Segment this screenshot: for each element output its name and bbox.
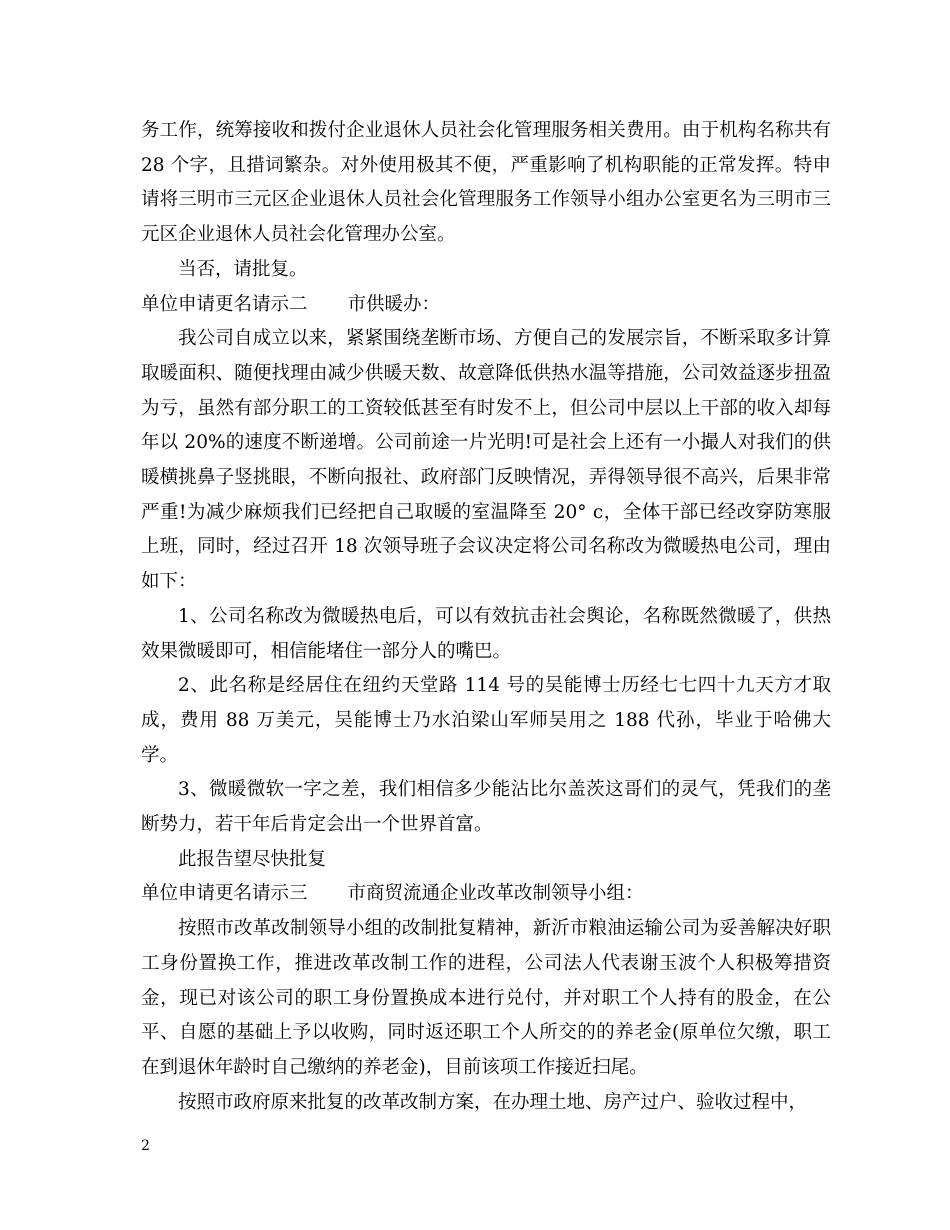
- heading-title: 单位申请更名请示三: [141, 883, 308, 905]
- list-item: 2、此名称是经居住在纽约天堂路 114 号的吴能博士历经七七四十九天方才取成，费用 88 万美元，吴能博士乃水泊梁山军师吴用之 188 代孙，毕业于哈佛大学。: [141, 675, 831, 766]
- section-heading: [141, 288, 831, 323]
- body-paragraph: 务工作，统筹接收和拨付企业退休人员社会化管理服务相关费用。由于机构名称共有 28 个字，且措词繁杂。对外使用极其不便，严重影响了机构职能的正常发挥。特申请将三明市三元区企业退休人员社会化管理服务工作领导小组办公室更名为三明市三元区企业退休人员社会化管理办公室。: [141, 120, 831, 246]
- heading-recipient: 市商贸流通企业改革改制领导小组：: [347, 883, 644, 905]
- body-paragraph: 按照市改革改制领导小组的改制批复精神，新沂市粮油运输公司为妥善解决好职工身份置换工作，推进改革改制工作的进程，公司法人代表谢玉波个人积极筹措资金，现已对该公司的职工身份置换成本进行兑付，并对职工个人持有的股金，在公平、自愿的基础上予以收购，同时返还职工个人所交的的养老金(原单位欠缴，职工在到退休年龄时自己缴纳的养老金)，目前该项工作接近扫尾。: [141, 918, 831, 1078]
- document-body: [141, 114, 831, 1120]
- body-paragraph: 当否，请批复。: [178, 258, 308, 280]
- section-heading: [141, 877, 831, 912]
- page-number: 2: [141, 1138, 150, 1154]
- heading-recipient: 市供暖办：: [347, 293, 441, 315]
- heading-title: 单位申请更名请示二: [141, 293, 308, 315]
- body-paragraph: 我公司自成立以来，紧紧围绕垄断市场、方便自己的发展宗旨，不断采取多计算取暖面积、随便找理由减少供暖天数、故意降低供热水温等措施，公司效益逐步扭盈为亏，虽然有部分职工的工资较低甚至有时发不上，但公司中层以上干部的收入却每年以 20%的速度不断递增。公司前途一片光明!可是社会上还有一小撮人对我们的供暖横挑鼻子竖挑眼，不断向报社、政府部门反映情况，弄得领导很不高兴，后果非常严重!为减少麻烦我们已经把自己取暖的室温降至 20° c，全体干部已经改穿防寒服上班，同时，经过召开 18 次领导班子会议决定将公司名称改为微暖热电公司，理由如下：: [141, 328, 831, 593]
- list-item: 1、公司名称改为微暖热电后，可以有效抗击社会舆论，名称既然微暖了，供热效果微暖即可，相信能堵住一部分人的嘴巴。: [141, 605, 831, 662]
- body-paragraph: 按照市政府原来批复的改革改制方案，在办理土地、房产过户、验收过程中，: [178, 1091, 808, 1113]
- body-paragraph: 此报告望尽快批复: [178, 848, 327, 870]
- list-item: 3、微暖微软一字之差，我们相信多少能沾比尔盖茨这哥们的灵气，凭我们的垄断势力，若干年后肯定会出一个世界首富。: [141, 779, 831, 836]
